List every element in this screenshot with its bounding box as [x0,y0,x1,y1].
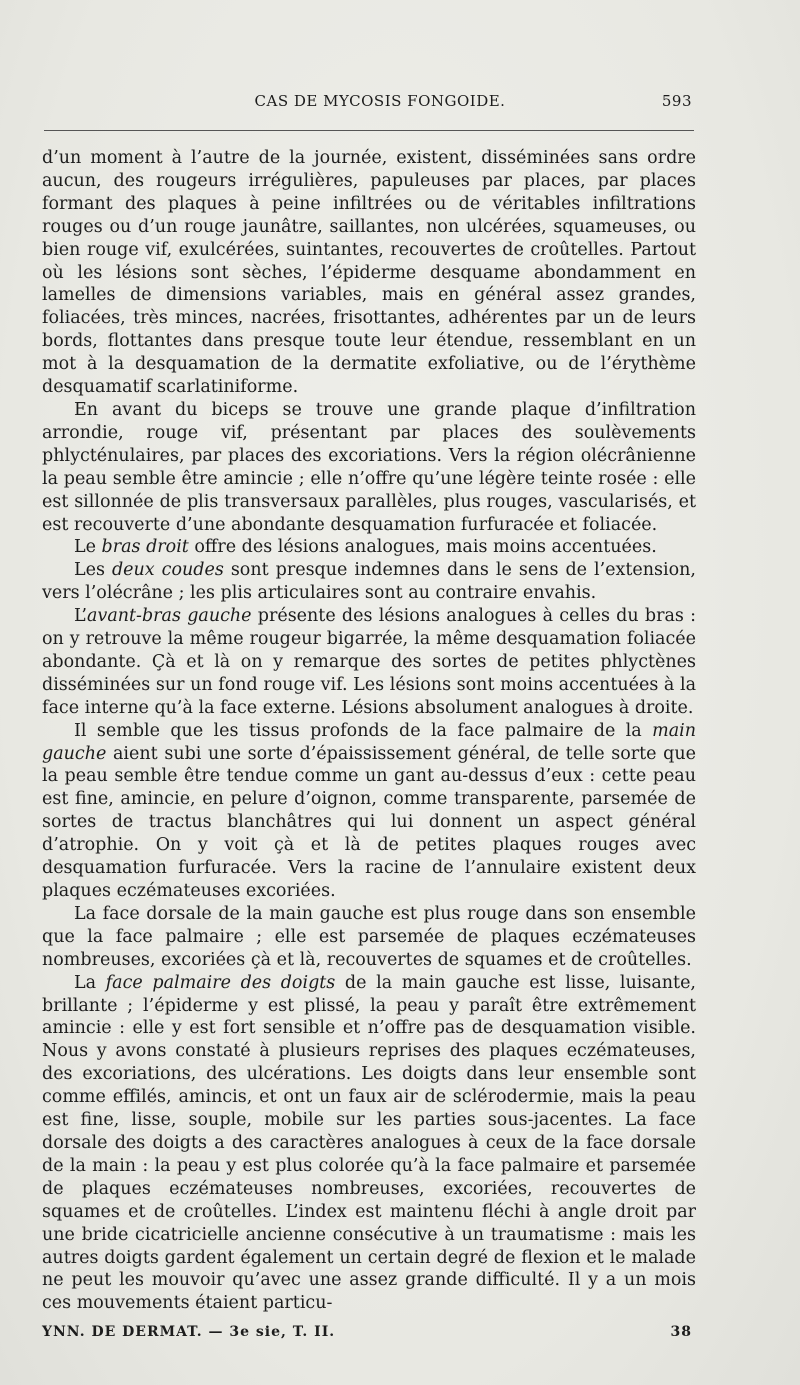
paragraph [42,399,696,536]
text-run: de la main gauche est lisse, luisante, brillante ; l’épiderme y est plissé, la peau y paraît être extrêmement amincie : elle y est fort sensible et n’offre pas de desquamation visible. Nous y avons constaté à plusieurs reprises des plaques eczémateuses, des excoriations, des ulcérations. Les doigts dans leur ensemble sont comme effilés, amincis, et ont un faux air de sclérodermie, mais la peau est fine, lisse, souple, mobile sur les parties sous-jacentes. La face dorsale des doigts a des caractères analogues à ceux de la face dorsale de la main : la peau y est plus colorée qu’à la face palmaire et parsemée de plaques eczémateuses nombreuses, excoriées, recouvertes de squames et de croûtelles. L’index est maintenu fléchi à angle droit par une bride cicatricielle ancienne consécutive à un traumatisme : mais les autres doigts gardent également un certain degré de flexion et le malade ne peut les mouvoir qu’avec une assez grande difficulté. Il y a un mois ces mouvements étaient particu- [42,972,696,1314]
text-run: L’ [74,606,87,627]
text-run: Les [74,560,112,581]
page-header [68,92,692,116]
italic-run: face palmaire des doigts [105,972,336,993]
text-run: Le [74,537,102,558]
text-run: La face dorsale de la main gauche est plus rouge dans son ensemble que la face palmaire ; elle est parsemée de plaques eczémateuses nombreuses, excoriées çà et là, recouvertes de squames et de croûtelles. [42,903,696,970]
text-run: d’un moment à l’autre de la journée, existent, disséminées sans ordre aucun, des rougeurs irrégulières, papuleuses par places, par places formant des plaques à peine infiltrées ou de véritables infiltrations rouges ou d’un rouge jaunâtre, saillantes, non ulcérées, squameuses, ou bien rouge vif, exulcérées, suintantes, recouvertes de croûtelles. Partout où les lésions sont sèches, l’épiderme desquame abondamment en lamelles de dimensions variables, mais en général assez grandes, foliacées, très minces, nacrées, frisottantes, adhérentes par un de leurs bords, flottantes dans presque toute leur étendue, ressemblant en un mot à la desquamation de la dermatite exfoliative, ou de l’érythème desquamatif scarlatiniforme. [42,148,696,398]
paragraph [42,903,696,972]
paragraph [42,147,696,399]
sheet-number: 38 [670,1324,692,1340]
signature-mark: YNN. DE DERMAT. — 3e sie, T. II. [42,1324,336,1340]
text-run: offre des lésions analogues, mais moins accentuées. [188,537,657,558]
paragraph [42,559,696,605]
text-run: En avant du biceps se trouve une grande plaque d’infiltration arrondie, rouge vif, présentant par places des soulèvements phlycténulaires, par places des excoriations. Vers la région olécrânienne la peau semble être amincie ; elle n’offre qu’une légère teinte rosée : elle est sillonnée de plis transversaux parallèles, plus rouges, vascularisés, et est recouverte d’une abondante desquamation furfuracée et foliacée. [42,399,696,535]
header-rule [44,130,694,131]
italic-run: avant-bras gauche [87,606,252,627]
paragraph [42,605,696,720]
running-title: CAS DE MYCOSIS FONGOIDE. [254,92,506,110]
italic-run: bras droit [101,537,189,558]
paragraph [42,972,696,1316]
body-text [42,147,696,1315]
text-run: La [74,972,106,993]
text-run: Il semble que les tissus profonds de la face palmaire de la [74,720,653,741]
paragraph [42,536,696,559]
page-number: 593 [661,92,692,110]
text-run: sont presque indemnes dans le sens de l’extension, vers l’olécrâne ; les plis articulaires sont au contraire envahis. [42,560,696,604]
text-run: aient subi une sorte d’épaississement général, de telle sorte que la peau semble être tendue comme un gant au-dessus d’eux : cette peau est fine, amincie, en pelure d’oignon, comme transparente, parsemée de sortes de tractus blanchâtres qui lui donnent un aspect général d’atrophie. On y voit çà et là de petites plaques rouges avec desquamation furfuracée. Vers la racine de l’annulaire existent deux plaques eczémateuses excoriées. [42,743,696,901]
text-run: présente des lésions analogues à celles du bras : on y retrouve la même rougeur bigarrée, la même desquamation foliacée abondante. Çà et là on y remarque des sortes de petites phlyctènes disséminées sur un fond rouge vif. Les lésions sont moins accentuées à la face interne qu’à la face externe. Lésions absolument analogues à droite. [42,606,696,718]
italic-run: main gauche [42,720,696,764]
paragraph [42,720,696,903]
page-footer [42,1324,694,1346]
italic-run: deux coudes [111,560,224,581]
